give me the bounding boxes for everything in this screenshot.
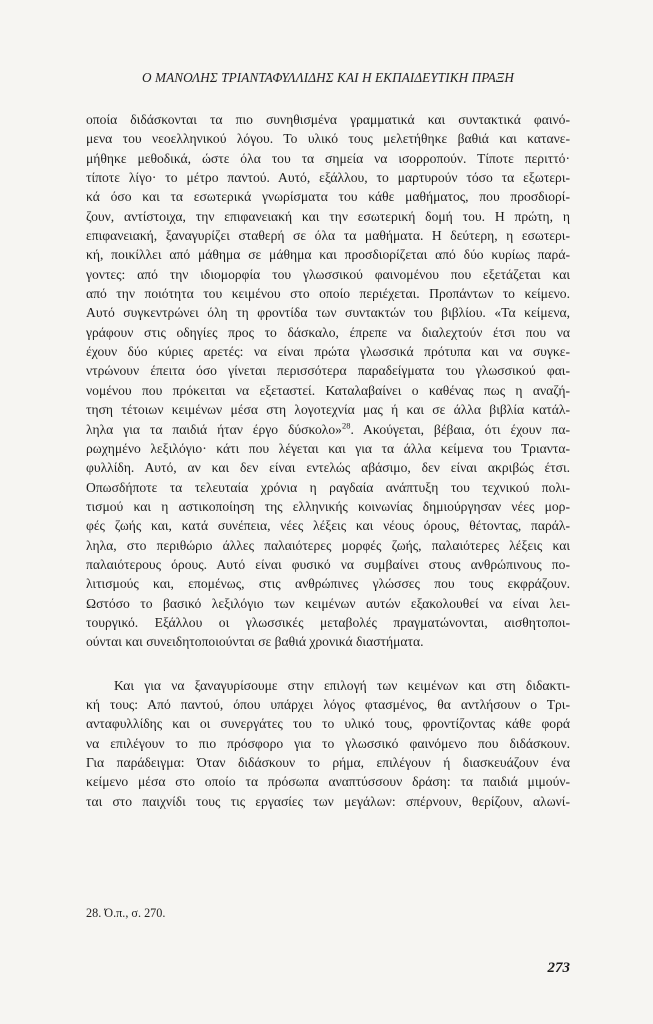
text-line: Για παράδειγμα: Όταν διδάσκουν το ρήμα, επιλέγουν ή διασκευάζουν ένα xyxy=(86,755,570,770)
paragraph-1 xyxy=(86,110,570,652)
text-line: ται στο παιχνίδι τους τις εργασίες των μεγάλων: σπέρνουν, θερίζουν, αλωνί- xyxy=(86,793,570,809)
text-line: Και για να ξαναγυρίσουμε στην επιλογή των κειμένων και στη διδακτι- xyxy=(114,677,570,693)
text-line: κή τους: Από παντού, όπου υπάρχει λόγος φτασμένος, θα αντλήσουν ο Τρι- xyxy=(86,696,570,712)
line-text-before-ref: ληλα για τα παιδιά ήταν έργο δύσκολο» xyxy=(86,421,342,437)
text-line-with-footnote-ref xyxy=(86,420,570,439)
footnote-reference: 28 xyxy=(341,419,351,430)
text-line: Οπωσδήποτε τα τελευταία χρόνια η ραγδαία ανάπτυξη του τεχνικού πολι- xyxy=(86,479,570,495)
line-text-after-ref: . Ακούγεται, βέβαια, ότι έχουν πα- xyxy=(350,421,571,437)
text-line: λιτισμούς και, επομένως, στις ανθρώπινες γλώσσες που τους εκφράζουν. xyxy=(86,576,570,592)
text-line: μήθηκε μεθοδικά, ώστε όλα του τα σημεία να ισορροπούν. Τίποτε περιττό· xyxy=(86,150,570,166)
text-line: τηση τέτοιων κειμένων μέσα στη λογοτεχνία μας ή και σε άλλα βιβλία κατάλ- xyxy=(86,402,570,418)
text-line: τισμού και η αστικοποίηση της ελληνικής κοινωνίας δημιούργησαν νέες μορ- xyxy=(86,498,570,514)
text-line: επιφανειακή, ξαναγυρίζει σταθερή σε όλα τα μαθήματα. Η δεύτερη, η εσωτερι- xyxy=(86,228,570,244)
text-line: γράφουν στις οδηγίες προς το δάσκαλο, έπρεπε να διαλεχτούν έτσι που να xyxy=(86,324,570,340)
page-number: 273 xyxy=(547,960,570,976)
text-line: νομένου που πρόκειται να εξεταστεί. Καταλαβαίνει ο καθένας πως η αναζή- xyxy=(86,382,570,398)
text-line: ανταφυλλίδης και οι συνεργάτες του το υλικό τους, φροντίζοντας κάθε φορά xyxy=(86,716,570,732)
text-line: έχουν δύο κύριες αρετές: να είναι πρώτα γλωσσικά πρότυπα και να συγκε- xyxy=(86,344,570,360)
text-line: οποία διδάσκονται τα πιο συνηθισμένα γραμματικά και συντακτικά φαινό- xyxy=(86,112,570,127)
text-line: Αυτό συγκεντρώνει όλη τη φροντίδα των συντακτών του βιβλίου. «Τα κείμενα, xyxy=(86,305,570,321)
text-line: ζουν, αντίστοιχα, την επιφανειακή και την εσωτερική δομή του. Η πρώτη, η xyxy=(86,208,570,224)
text-line: τίποτε λίγο· το μέτρο παντού. Αυτό, εξάλλου, το μαρτυρούν τόσο τα εξωτερι- xyxy=(86,170,570,186)
text-line: τουργικό. Εξάλλου οι γλωσσικές μεταβολές πραγματώνονται, αισθητοποι- xyxy=(86,614,570,630)
paragraph-gap xyxy=(86,652,570,676)
text-line: γοντες: από την ιδιομορφία του γλωσσικού φαινομένου που εξετάζεται και xyxy=(86,266,570,282)
text-line: ρωχημένο λεξιλόγιο· κάτι που λέγεται και για τα άλλα κείμενα του Τριαντα- xyxy=(86,440,570,456)
text-line: ληλα, στο περιθώριο άλλες παλαιότερες μορφές ζωής, παλαιότερες λέξεις και xyxy=(86,537,570,553)
text-line: κείμενο μέσα στο οποίο τα πρόσωπα αναπτύσσουν δράση: τα παιδιά μιμούν- xyxy=(86,774,570,790)
text-line: φυλλίδη. Αυτό, αν και δεν είναι εντελώς αβάσιμο, δεν είναι ακριβώς έτσι. xyxy=(86,460,570,476)
text-line: Ωστόσο το βασικό λεξιλόγιο των κειμένων αυτών εξακολουθεί να είναι λει- xyxy=(86,595,570,611)
footnote: 28. Ό.π., σ. 270. xyxy=(86,906,166,920)
text-line: από την ποιότητα του κειμένου στο οποίο περιέχεται. Προπάντων το κείμενο. xyxy=(86,286,570,302)
running-head: Ο ΜΑΝΟΛΗΣ ΤΡΙΑΝΤΑΦΥΛΛΙΔΗΣ ΚΑΙ Η ΕΚΠΑΙΔΕΥΤΙΚΗ ΠΡΑΞΗ xyxy=(141,70,515,85)
text-line: φές ζωής και, κατά συνέπεια, νέες λέξεις και νέους όρους, θέτοντας, παράλ- xyxy=(86,518,570,534)
text-line: κά όσο και τα εσωτερικά γνωρίσματα του κάθε μαθήματος, που προσδιορί- xyxy=(86,189,570,205)
body-text xyxy=(86,110,570,811)
text-line: ούνται και συνειδητοποιούνται σε βαθιά χρονικά διαστήματα. xyxy=(86,634,424,650)
paragraph-2 xyxy=(86,676,570,811)
text-line: να επιλέγουν το πιο πρόσφορο για το γλωσσικό φαινόμενο που διδάσκουν. xyxy=(86,735,570,751)
book-page xyxy=(86,0,570,1024)
text-line: κή, ποικίλλει από μάθημα σε μάθημα και προσδιορίζεται από δύο κυρίως παρά- xyxy=(86,247,570,263)
text-line: ντρώνουν έπειτα όσο γίνεται περισσότερα παραδείγματα του γλωσσικού φαι- xyxy=(86,363,570,379)
text-line: παλαιότερους όρους. Αυτό είναι φυσικό να συμβαίνει στους ανθρώπινους πο- xyxy=(86,556,570,572)
text-line: μενα του νεοελληνικού λόγου. Το υλικό τους μελετήθηκε βαθιά και κατανε- xyxy=(86,131,570,147)
